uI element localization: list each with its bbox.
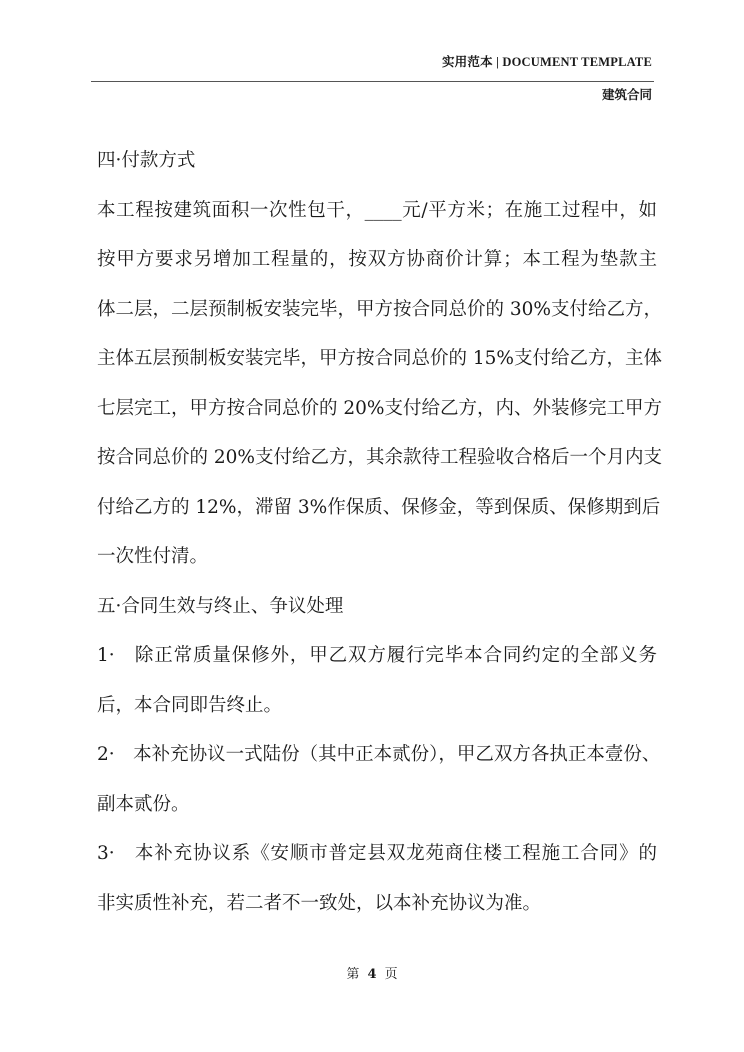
clause-2-line: 副本贰份。	[97, 793, 190, 815]
contract-body	[97, 136, 663, 928]
page-number	[0, 963, 744, 982]
header-divider	[91, 81, 654, 82]
document-template-header: 实用范本 | DOCUMENT TEMPLATE	[441, 55, 652, 69]
paragraph-line: 按合同总价的 20%支付给乙方，其余款待工程验收合格后一个月内支	[97, 447, 663, 468]
paragraph-line: 体二层，二层预制板安装完毕，甲方按合同总价的 30%支付给乙方，	[97, 298, 663, 320]
page-prefix: 第	[346, 967, 360, 982]
document-category: 建筑合同	[601, 87, 652, 102]
clause-1-line: 1· 除正常质量保修外，甲乙双方履行完毕本合同约定的全部义务	[97, 645, 657, 666]
page-number-value: 4	[367, 967, 377, 982]
section-heading-payment: 四·付款方式	[97, 150, 196, 171]
clause-2-line: 2· 本补充协议一式陆份（其中正本贰份），甲乙双方各执正本壹份、	[97, 744, 661, 765]
clause-3-line: 3· 本补充协议系《安顺市普定县双龙苑商住楼工程施工合同》的	[97, 843, 657, 864]
paragraph-line: 主体五层预制板安装完毕，甲方按合同总价的 15%支付给乙方，主体	[97, 348, 663, 369]
section-heading-effect: 五·合同生效与终止、争议处理	[97, 595, 344, 617]
page-suffix: 页	[384, 967, 398, 982]
clause-1-line: 后，本合同即告终止。	[97, 694, 283, 716]
paragraph-line: 一次性付清。	[97, 546, 209, 567]
paragraph-line: 按甲方要求另增加工程量的，按双方协商价计算；本工程为垫款主	[97, 249, 657, 270]
paragraph-line: 付给乙方的 12%，滞留 3%作保质、保修金，等到保质、保修期到后	[97, 496, 661, 518]
clause-3-line: 非实质性补充，若二者不一致处，以本补充协议为准。	[97, 892, 542, 914]
paragraph-line: 七层完工，甲方按合同总价的 20%支付给乙方，内、外装修完工甲方	[97, 397, 663, 419]
paragraph-line: 本工程按建筑面积一次性包干，____元/平方米；在施工过程中，如	[97, 199, 657, 221]
